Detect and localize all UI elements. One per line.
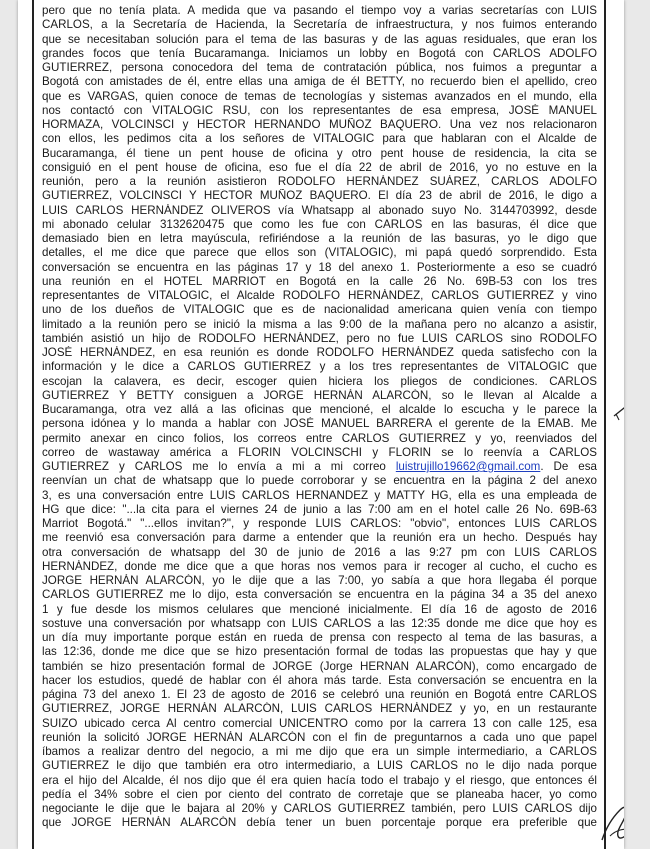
text-line: Marriot Bogotá." "...ellos invitan?", y responde LUIS CARLOS: "obvio", entonces LUIS CARLOS [42,517,597,530]
text-line: GUTIERREZ le dijo que también era otro intermediario, a LUIS CARLOS no le dijo nada porque [42,759,597,773]
text-line: negociante le dije que le bajara al 20% y CARLOS GUTIERREZ también, pero LUIS CARLOS dijo [42,802,597,815]
text-line: también asistió un hijo de RODOLFO HERNÁNDEZ, pero no fue LUIS CARLOS sino RODOLFO [42,331,597,345]
document-page [18,0,624,849]
text-line: mi abonado celular 3132620475 que como les fue con CARLOS en las basuras, él dice que [42,217,597,231]
handwritten-check-mark [610,386,624,426]
text-line: GUTIERREZ, persona conocedora del tema de contratación pública, nos fuimos a preguntar a [42,61,597,74]
text-line: me reenvió esa conversación para darme a entender que la reunión era un hecho. Después hay [42,531,597,545]
text-line: reunión la solicitó JORGE HERNÁN ALARCÓN con el fin de preguntarnos a cada uno que papel [42,730,597,744]
text-line: sostuve una conversación por whatsapp con LUIS CARLOS a las 12:35 donde me dice que hoy es [42,616,597,630]
text-line: CARLOS GUTIERREZ me lo dijo, esta conversación se encuentra en la página 34 a 35 del anexo [42,588,597,602]
text-line: que es VARGAS, quien conoce de temas de tecnologías y sistemas avanzados en el mundo, ella [42,89,597,103]
email-link[interactable]: luistrujillo19662@gmail.com [395,460,541,473]
text-line: CARLOS, a la Secretaría de Hacienda, la Secretaría de infraestructura, y nos fuimos enterando [42,18,597,32]
text-line: reunión, pero a la reunión asistieron RODOLFO HERNÁNDEZ SUÁREZ, CARLOS ADOLFO [42,175,597,188]
text-line: nos contactó con VITALOGIC RSU, con los representantes de esa empresa, JOSÉ MANUEL [42,103,597,117]
text-line: Bogotá con amistades de él, entre ellas una amiga de él BETTY, no recuerdo bien el apellido, creo [42,75,597,89]
text-line: también se hizo presentación formal de JORGE (Jorge HERNAN ALARCÓN), como encargado de [42,659,597,673]
text-line-tail: . De esa [540,460,597,473]
text-line: HERNÁNDEZ, donde me dice que a que horas nos vemos para ir recoger al cucho, el cucho es [42,559,597,573]
text-line: limitado a la reunión pero se inició la misma a las 9:00 de la mañana pero no alcanzo a asistir, [42,317,597,331]
text-line: GUTIERREZ, JORGE HERNÁN ALARCÓN, LUIS CARLOS HERNÁNDEZ y yo, en un restaurante [42,702,597,716]
text-line: hacer los estudios, quedé de hablar con él ahora más tarde. Esta conversación se encuentra en la [42,673,597,687]
text-line: Bucaramanga, él tiene un pent house de oficina y otro pent house de residencia, la cita se [42,146,597,160]
text-line: pero que no tenía plata. A medida que va pasando el tiempo voy a varias secretarías con LUIS [42,4,597,17]
text-line: persona idónea y lo manda a hablar con JOSÉ MANUEL BARRERA el gerente de la EMAB. Me [42,417,597,431]
text-line: que se necesitaban solución para el tema de las basuras y de las aguas residuales, que eran los [42,32,597,46]
document-body-text [42,4,597,831]
text-line: una reunión en el HOTEL MARRIOT en Bogotá en la calle 26 No. 69B-53 con los tres [42,274,597,288]
text-line: las 12:36, donde me dice que se hizo presentación formal de todas las propuestas que hay y que [42,645,597,659]
text-line: SUIZO ubicado cerca Al centro comercial UNICENTRO como por la carrera 13 con calle 125, esa [42,716,597,730]
text-line: página 73 del anexo 1. El 23 de agosto de 2016 se celebró una reunión en Bogotá entre CARLOS [42,688,597,701]
text-line: escojan la calavera, es decir, escoger quien hiciera los pliegos de condiciones. CARLOS [42,374,597,388]
text-line: JOSÉ HERNÁNDEZ, en esa reunión es donde RODOLFO HERNÁNDEZ queda satisfecho con la [42,346,597,359]
text-line: consiguió en el pent house de oficina, eso fue el día 22 de abril de 2016, yo no estuve en la [42,160,597,174]
text-line: un día muy importante porque están en rueda de prensa con respecto al tema de las basuras, a [42,631,597,644]
text-line: JORGE HERNÁN ALARCÓN, yo le dije que a las 7:00, yo sabía a que hora llegaba él porque [42,574,597,587]
text-line: permito anexar en cinco folios, los correos entre CARLOS GUTIERREZ y yo, reenviados del [42,431,597,445]
text-line: era el hijo del Alcalde, él nos dijo que él era quien hacía todo el trabajo y el riesgo, que entonces él [42,773,597,787]
text-line: grandes focos que tenía Bucaramanga. Iniciamos un lobby en Bogotá con CARLOS ADOLFO [42,46,597,60]
text-line: GUTIERREZ Y BETTY consiguen a JORGE HERNÁN ALARCÓN, so le llevan al Alcalde a [42,388,597,402]
text-line: demasiado bien en letra mayúscula, refiriéndose a la reunión de las basuras, yo le digo que [42,232,597,245]
text-line: 3, es una conversación entre LUIS CARLOS HERNANDEZ y MATTY HG, ella es una empleada de [42,488,597,502]
handwritten-signature [598,800,624,846]
text-line: íbamos a realizar dentro del negocio, a mi me dijo que era un simple intermediario, a CARLOS [42,745,597,758]
text-line: 1 y fue desde los mismos celulares que mencioné inicialmente. El día 16 de agosto de 2016 [42,602,597,616]
text-line: LUIS CARLOS HERNÁNDEZ OLIVEROS vía Whatsapp al abonado suyo No. 3144703992, desde [42,203,597,217]
text-line: Bucaramanga, otra vez allá a las oficinas que mencioné, el alcalde lo escucha y le parece la [42,403,597,416]
text-line [42,460,597,474]
text-line: información y le dice a CARLOS GUTIERREZ y a los tres representantes de VITALOGIC que [42,360,597,374]
text-line: reenvían un chat de whatsapp que lo puede corroborar y se encuentra en la página 2 del anexo [42,474,597,488]
text-line: correo de wastaway américa a FLORIN VOLCINSCHI y FLORIN se lo reenvía a CARLOS [42,445,597,459]
text-line: representantes de VITALOGIC, el Alcalde RODOLFO HERNÁNDEZ, CARLOS GUTIERREZ y vino [42,289,597,302]
text-line: pedía el 34% sobre el cien por ciento del contrato de corretaje que se planeaba hacer, yo como [42,787,597,801]
text-line: con ellos, les pedimos cita a los señores de VITALOGIC para que hablaran con el Alcalde de [42,132,597,146]
text-line-lead: GUTIERREZ y CARLOS me lo envía a mi a mi correo [42,460,396,473]
text-line: HORMAZA, VOLCINSCI y HECTOR HERNANDO MUÑOZ BAQUERO. Una vez nos relacionaron [42,118,597,131]
text-line: conversación se encuentra en las páginas 17 y 18 del anexo 1. Posteriormente a eso se cuadró [42,260,597,274]
text-line: GUTIERREZ, VOLCINSCI Y HECTOR MUÑOZ BAQUERO. El día 23 de abril de 2016, le digo a [42,189,597,203]
text-line: que JORGE HERNÁN ALARCÓN debía tener un buen porcentaje porque era preferible que [42,816,597,830]
text-line: detalles, el me dice que parece que ellos son (VITALOGIC), mi papá quedó sorprendido. Esta [42,246,597,260]
text-line: HG que dice: "...la cita para el viernes 24 de junio a las 7:00 am en el hotel calle 26 No. 69B-63 [42,502,597,516]
text-line: otra conversación de whatsapp del 30 de junio de 2016 a las 9:27 pm con LUIS CARLOS [42,545,597,559]
text-line: uno de los dueños de VITALOGIC que es de nacionalidad americana quien venía con tiempo [42,303,597,317]
